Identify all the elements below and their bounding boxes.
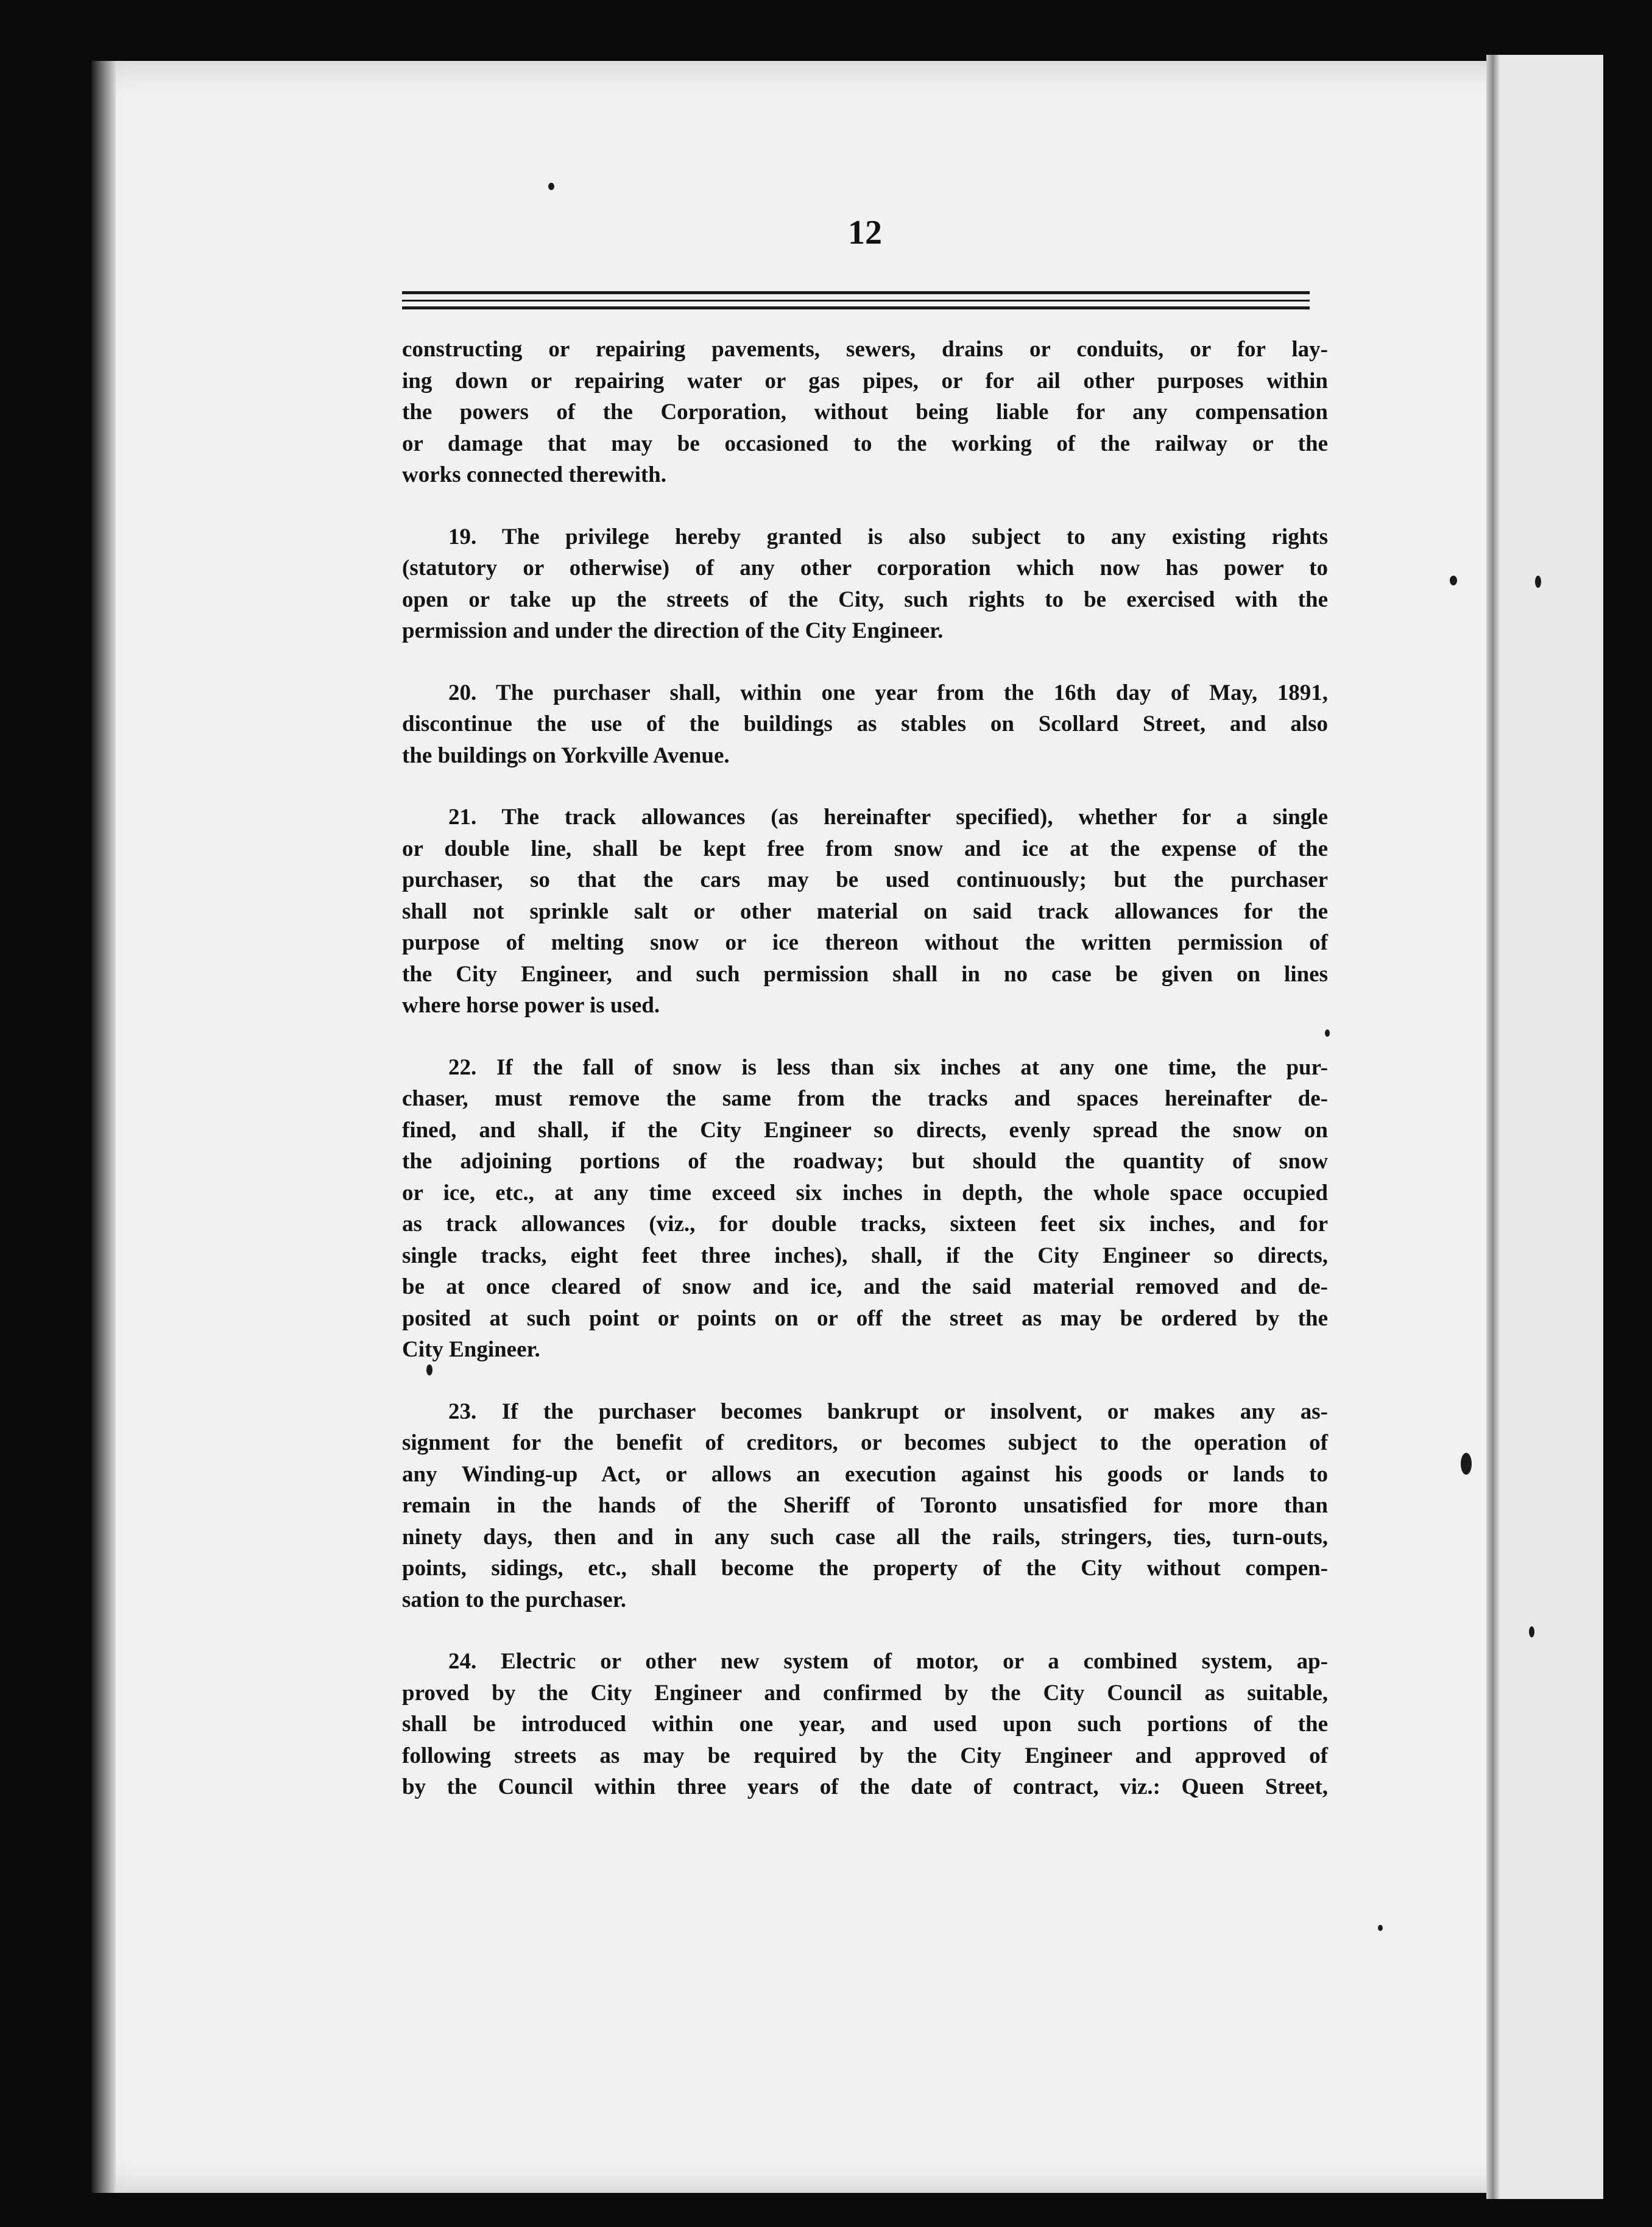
scan-speck (1378, 1925, 1383, 1931)
text-line: be at once cleared of snow and ice, and the said material removed and de- (402, 1274, 1328, 1299)
paragraph-20 (402, 677, 1328, 772)
scan-speck (1535, 576, 1541, 588)
text-line: constructing or repairing pavements, sewers, drains or conduits, or for lay- (402, 337, 1328, 362)
text-line: following streets as may be required by the City Engineer and approved of (402, 1743, 1328, 1768)
text-line: City Engineer. (402, 1337, 540, 1362)
text-line: the City Engineer, and such permission shall in no case be given on lines (402, 961, 1328, 987)
text-line: 22. If the fall of snow is less than six inches at any one time, the pur- (448, 1054, 1328, 1080)
paragraph-19 (402, 521, 1328, 647)
scan-speck (426, 1364, 432, 1375)
text-line: the adjoining portions of the roadway; but should the quantity of snow (402, 1149, 1328, 1174)
scan-speck (1461, 1453, 1472, 1475)
text-line: posited at such point or points on or off the street as may be ordered by the (402, 1305, 1328, 1331)
text-line: or double line, shall be kept free from snow and ice at the expense of the (402, 836, 1328, 861)
header-rule-top (402, 291, 1310, 294)
text-line: (statutory or otherwise) of any other corporation which now has power to (402, 556, 1328, 581)
paragraph-21 (402, 802, 1328, 1022)
paragraph-continuation (402, 334, 1328, 491)
text-line: purchaser, so that the cars may be used continuously; but the purchaser (402, 867, 1328, 892)
text-line: fined, and shall, if the City Engineer so directs, evenly spread the snow on (402, 1117, 1328, 1143)
text-line: ing down or repairing water or gas pipes, or for ail other purposes within (402, 368, 1328, 394)
body-text (402, 334, 1328, 1833)
paragraph-22 (402, 1052, 1328, 1366)
text-line: discontinue the use of the buildings as stables on Scollard Street, and also (402, 711, 1328, 736)
scan-speck (548, 183, 554, 190)
text-line: purpose of melting snow or ice thereon without the written permission of (402, 930, 1328, 955)
text-line: open or take up the streets of the City, such rights to be exercised with the (402, 587, 1328, 612)
text-line: by the Council within three years of the date of contract, viz.: Queen Street, (402, 1774, 1328, 1799)
text-line: as track allowances (viz., for double tracks, sixteen feet six inches, and for (402, 1212, 1328, 1237)
next-page-edge (1500, 55, 1603, 2199)
text-line: remain in the hands of the Sheriff of Toronto unsatisfied for more than (402, 1493, 1328, 1518)
text-line: 23. If the purchaser becomes bankrupt or insolvent, or makes any as- (448, 1399, 1328, 1424)
text-line: chaser, must remove the same from the tracks and spaces hereinafter de- (402, 1086, 1328, 1111)
text-line: permission and under the direction of the City Engineer. (402, 618, 944, 643)
text-line: ninety days, then and in any such case all the rails, stringers, ties, turn-outs, (402, 1524, 1328, 1550)
text-line: shall be introduced within one year, and used upon such portions of the (402, 1712, 1328, 1737)
paragraph-24 (402, 1646, 1328, 1803)
text-line: works connected therewith. (402, 462, 667, 487)
scan-speck (1529, 1626, 1534, 1637)
text-line: proved by the City Engineer and confirmed by the City Council as suitable, (402, 1680, 1328, 1706)
text-line: any Winding-up Act, or allows an execution against his goods or lands to (402, 1461, 1328, 1487)
header-rule-bottom (402, 306, 1310, 309)
scan-speck (1450, 576, 1457, 585)
text-line: shall not sprinkle salt or other material on said track allowances for the (402, 898, 1328, 924)
text-line: 24. Electric or other new system of motor, or a combined system, ap- (448, 1649, 1328, 1674)
page-fold (1486, 55, 1500, 2199)
paragraph-23 (402, 1396, 1328, 1616)
header-rule-middle (402, 300, 1310, 302)
text-line: where horse power is used. (402, 993, 660, 1018)
text-line: points, sidings, etc., shall become the property of the City without compen- (402, 1556, 1328, 1581)
text-line: 20. The purchaser shall, within one year from the 16th day of May, 1891, (448, 680, 1328, 705)
text-line: or damage that may be occasioned to the working of the railway or the (402, 431, 1328, 456)
page-number: 12 (848, 214, 882, 252)
text-line: single tracks, eight feet three inches), shall, if the City Engineer so directs, (402, 1243, 1328, 1268)
text-line: or ice, etc., at any time exceed six inches in depth, the whole space occupied (402, 1180, 1328, 1205)
text-line: 21. The track allowances (as hereinafter specified), whether for a single (448, 805, 1328, 830)
binding-edge (91, 61, 116, 2193)
text-line: sation to the purchaser. (402, 1587, 626, 1612)
text-line: signment for the benefit of creditors, or becomes subject to the operation of (402, 1430, 1328, 1455)
text-line: the buildings on Yorkville Avenue. (402, 743, 730, 768)
text-line: the powers of the Corporation, without being liable for any compensation (402, 400, 1328, 425)
scan-speck (1325, 1029, 1330, 1037)
text-line: 19. The privilege hereby granted is also subject to any existing rights (448, 524, 1328, 549)
